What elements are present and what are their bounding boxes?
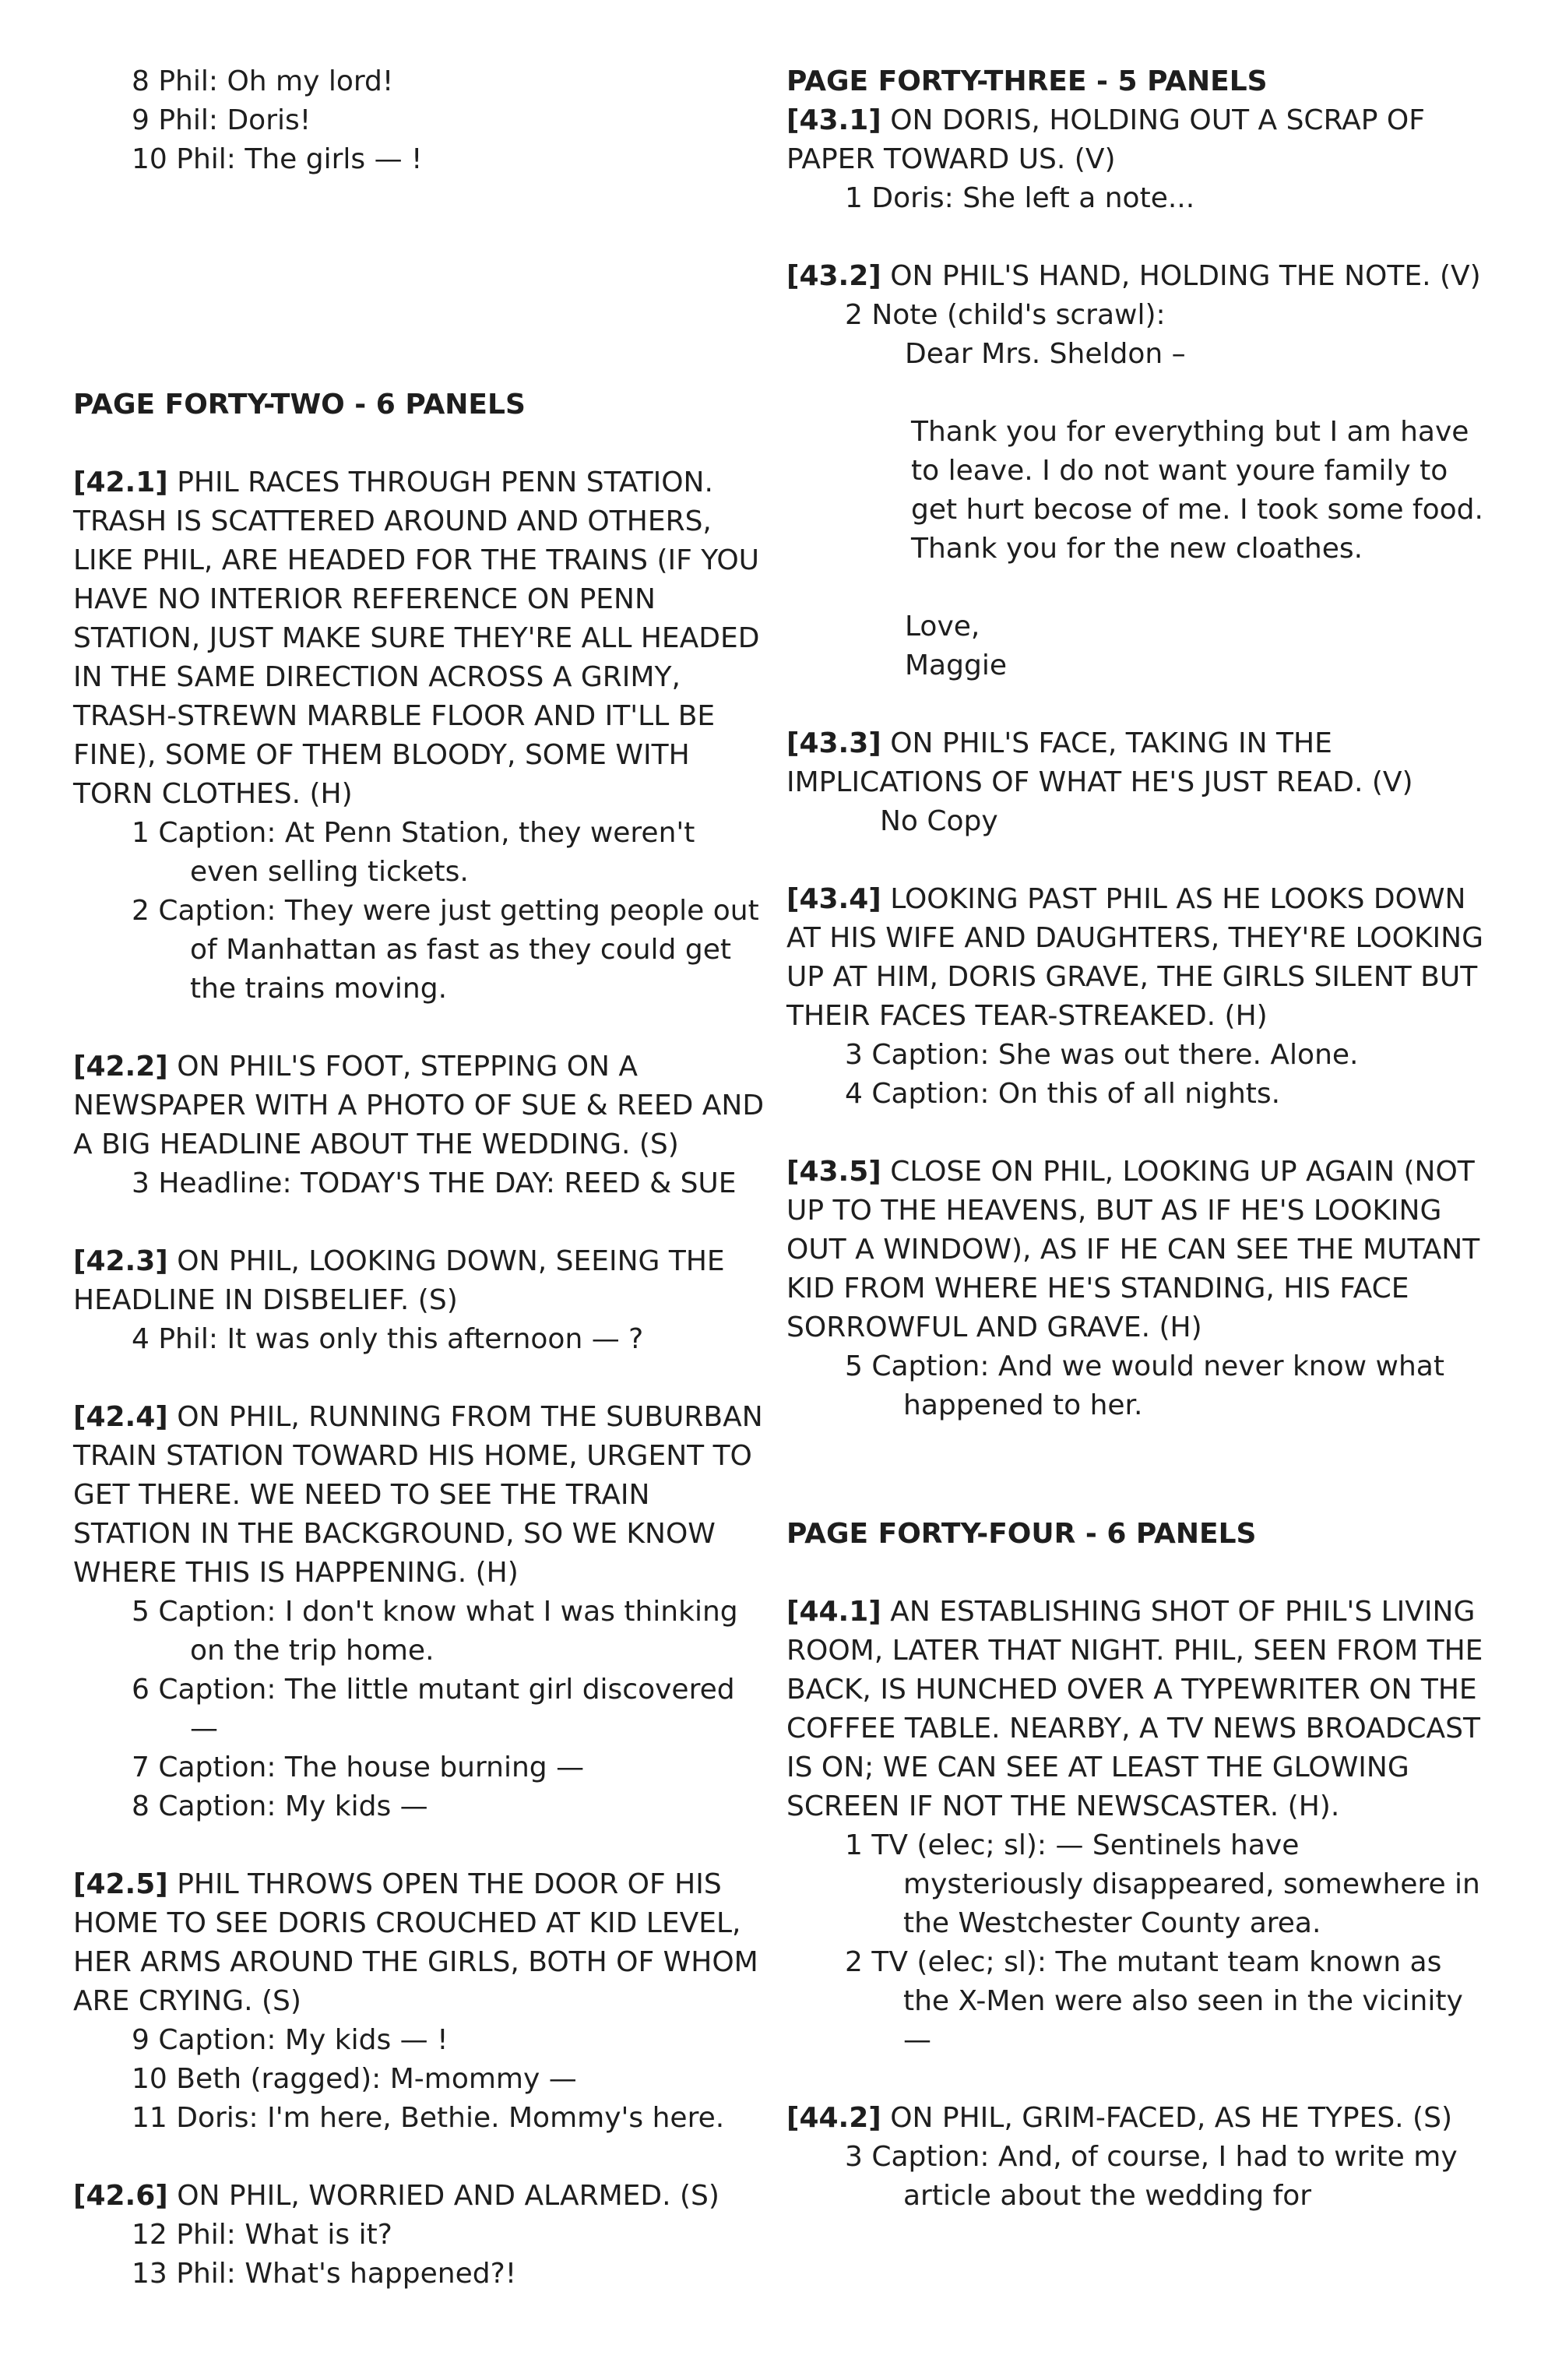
- panel-number: [42.3]: [73, 1245, 168, 1277]
- panel-43-1: [786, 101, 1487, 218]
- panel-description: CLOSE ON PHIL, LOOKING UP AGAIN (NOT UP TO THE HEAVENS, BUT AS IF HE'S LOOKING OUT A WINDOW), AS IF HE CAN SEE THE MUTANT KID FROM WHERE HE'S STANDING, HIS FACE SORROWFUL AND GRAVE. (H): [786, 1156, 1480, 1343]
- dialogue-line: 4 Phil: It was only this afternoon — ?: [132, 1323, 644, 1355]
- dialogue-line: 8 Phil: Oh my lord!: [132, 65, 394, 97]
- dialogue-line: 6 Caption: The little mutant girl discovered —: [132, 1674, 735, 1745]
- dialogue-line: 3 Headline: TODAY'S THE DAY: REED & SUE: [132, 1167, 737, 1199]
- panel-description: ON PHIL'S FOOT, STEPPING ON A NEWSPAPER WITH A PHOTO OF SUE & REED AND A BIG HEADLINE ABOUT THE WEDDING. (S): [73, 1051, 765, 1160]
- panel-number: [42.6]: [73, 2180, 168, 2212]
- dialogue-line: 1 TV (elec; sl): — Sentinels have mysteriously disappeared, somewhere in the Westchester County area.: [845, 1829, 1480, 1939]
- panel-description: ON PHIL, WORRIED AND ALARMED. (S): [177, 2180, 719, 2212]
- panel-description: ON PHIL'S HAND, HOLDING THE NOTE. (V): [890, 260, 1481, 292]
- panel-44-1: [786, 1593, 1487, 2060]
- page-heading: PAGE FORTY-TWO - 6 PANELS: [73, 389, 526, 421]
- panel-description: ON PHIL'S FACE, TAKING IN THE IMPLICATIONS OF WHAT HE'S JUST READ. (V): [786, 727, 1413, 798]
- panel-number: [43.5]: [786, 1156, 881, 1188]
- panel-number: [44.1]: [786, 1596, 881, 1628]
- panel-number: [42.2]: [73, 1051, 168, 1083]
- panel-number: [42.4]: [73, 1401, 168, 1433]
- page-heading: PAGE FORTY-FOUR - 6 PANELS: [786, 1518, 1257, 1550]
- panel-description: ON PHIL, LOOKING DOWN, SEEING THE HEADLINE IN DISBELIEF. (S): [73, 1245, 725, 1316]
- panel-number: [43.3]: [786, 727, 881, 759]
- panel-44-2: [786, 2099, 1487, 2216]
- left-column: [73, 62, 766, 2294]
- panel-description: LOOKING PAST PHIL AS HE LOOKS DOWN AT HIS WIFE AND DAUGHTERS, THEY'RE LOOKING UP AT HIM, DORIS GRAVE, THE GIRLS SILENT BUT THEIR FACES TEAR-STREAKED. (H): [786, 883, 1483, 1032]
- dialogue-line: 2 Caption: They were just getting people out of Manhattan as fast as they could get the trains moving.: [132, 895, 759, 1005]
- panel-42-3: [73, 1242, 766, 1359]
- dialogue-line: 5 Caption: And we would never know what happened to her.: [845, 1350, 1444, 1421]
- panel-number: [43.1]: [786, 104, 881, 136]
- panel-42-2: [73, 1047, 766, 1203]
- dialogue-line: 10 Beth (ragged): M-mommy —: [132, 2063, 577, 2095]
- panel-43-4: [786, 880, 1487, 1114]
- panel-number: [43.2]: [786, 260, 881, 292]
- dialogue-line: 3 Caption: She was out there. Alone.: [845, 1039, 1359, 1071]
- panel-number: [42.1]: [73, 466, 168, 498]
- panel-number: [44.2]: [786, 2102, 881, 2134]
- dialogue-line: 10 Phil: The girls — !: [132, 143, 423, 175]
- panel-description: PHIL THROWS OPEN THE DOOR OF HIS HOME TO SEE DORIS CROUCHED AT KID LEVEL, HER ARMS AROUND THE GIRLS, BOTH OF WHOM ARE CRYING. (S): [73, 1868, 758, 2017]
- panel-description: AN ESTABLISHING SHOT OF PHIL'S LIVING ROOM, LATER THAT NIGHT. PHIL, SEEN FROM THE BACK, IS HUNCHED OVER A TYPEWRITER ON THE COFFEE TABLE. NEARBY, A TV NEWS BROADCAST IS ON; WE CAN SEE AT LEAST THE GLOWING SCREEN IF NOT THE NEWSCASTER. (H).: [786, 1596, 1483, 1822]
- dialogue-line: 2 Note (child's scrawl):: [845, 299, 1166, 331]
- dialogue-line: 9 Caption: My kids — !: [132, 2024, 449, 2056]
- dialogue-line: 5 Caption: I don't know what I was thinking on the trip home.: [132, 1596, 738, 1667]
- dialogue-line: 7 Caption: The house burning —: [132, 1752, 585, 1783]
- dialogue-line: 2 TV (elec; sl): The mutant team known as the X-Men were also seen in the vicinity —: [845, 1946, 1463, 2056]
- dialogue-line: 4 Caption: On this of all nights.: [845, 1078, 1281, 1110]
- panel-43-2: [786, 257, 1487, 685]
- note-closing: Love,: [905, 611, 980, 643]
- no-copy-label: No Copy: [880, 805, 998, 837]
- panel-42-4: [73, 1398, 766, 1826]
- dialogue-line: 13 Phil: What's happened?!: [132, 2258, 517, 2290]
- panel-description: ON PHIL, RUNNING FROM THE SUBURBAN TRAIN STATION TOWARD HIS HOME, URGENT TO GET THERE. WE NEED TO SEE THE TRAIN STATION IN THE BACKGROUND, SO WE KNOW WHERE THIS IS HAPPENING. (H): [73, 1401, 763, 1589]
- panel-42-1: [73, 463, 766, 1009]
- panel-number: [43.4]: [786, 883, 881, 915]
- dialogue-line: 3 Caption: And, of course, I had to write my article about the wedding for: [845, 2141, 1458, 2212]
- page-heading: PAGE FORTY-THREE - 5 PANELS: [786, 65, 1268, 97]
- note-signature: Maggie: [905, 650, 1007, 681]
- panel-42-5: [73, 1865, 766, 2138]
- right-column: [786, 62, 1487, 2216]
- dialogue-line: 11 Doris: I'm here, Bethie. Mommy's here.: [132, 2102, 725, 2134]
- dialogue-line: 1 Doris: She left a note...: [845, 182, 1195, 214]
- dialogue-line: 8 Caption: My kids —: [132, 1790, 428, 1822]
- panel-description: ON DORIS, HOLDING OUT A SCRAP OF PAPER TOWARD US. (V): [786, 104, 1425, 175]
- dialogue-line: 1 Caption: At Penn Station, they weren't even selling tickets.: [132, 817, 695, 888]
- panel-description: ON PHIL, GRIM-FACED, AS HE TYPES. (S): [890, 2102, 1452, 2134]
- panel-43-5: [786, 1153, 1487, 1425]
- note-body: Thank you for everything but I am have to leave. I do not want youre family to get hurt becose of me. I took some food. Thank you for the new cloathes.: [911, 416, 1483, 565]
- dialogue-line: 9 Phil: Doris!: [132, 104, 311, 136]
- panel-42-6: [73, 2177, 766, 2294]
- panel-number: [42.5]: [73, 1868, 168, 1900]
- dialogue-line: 12 Phil: What is it?: [132, 2219, 392, 2251]
- note-greeting: Dear Mrs. Sheldon –: [905, 338, 1186, 370]
- panel-description: PHIL RACES THROUGH PENN STATION. TRASH IS SCATTERED AROUND AND OTHERS, LIKE PHIL, ARE HEADED FOR THE TRAINS (IF YOU HAVE NO INTERIOR REFERENCE ON PENN STATION, JUST MAKE SURE THEY'RE ALL HEADED IN THE SAME DIRECTION ACROSS A GRIMY, TRASH-STREWN MARBLE FLOOR AND IT'LL BE FINE), SOME OF THEM BLOODY, SOME WITH TORN CLOTHES. (H): [73, 466, 760, 810]
- panel-43-3: [786, 724, 1487, 841]
